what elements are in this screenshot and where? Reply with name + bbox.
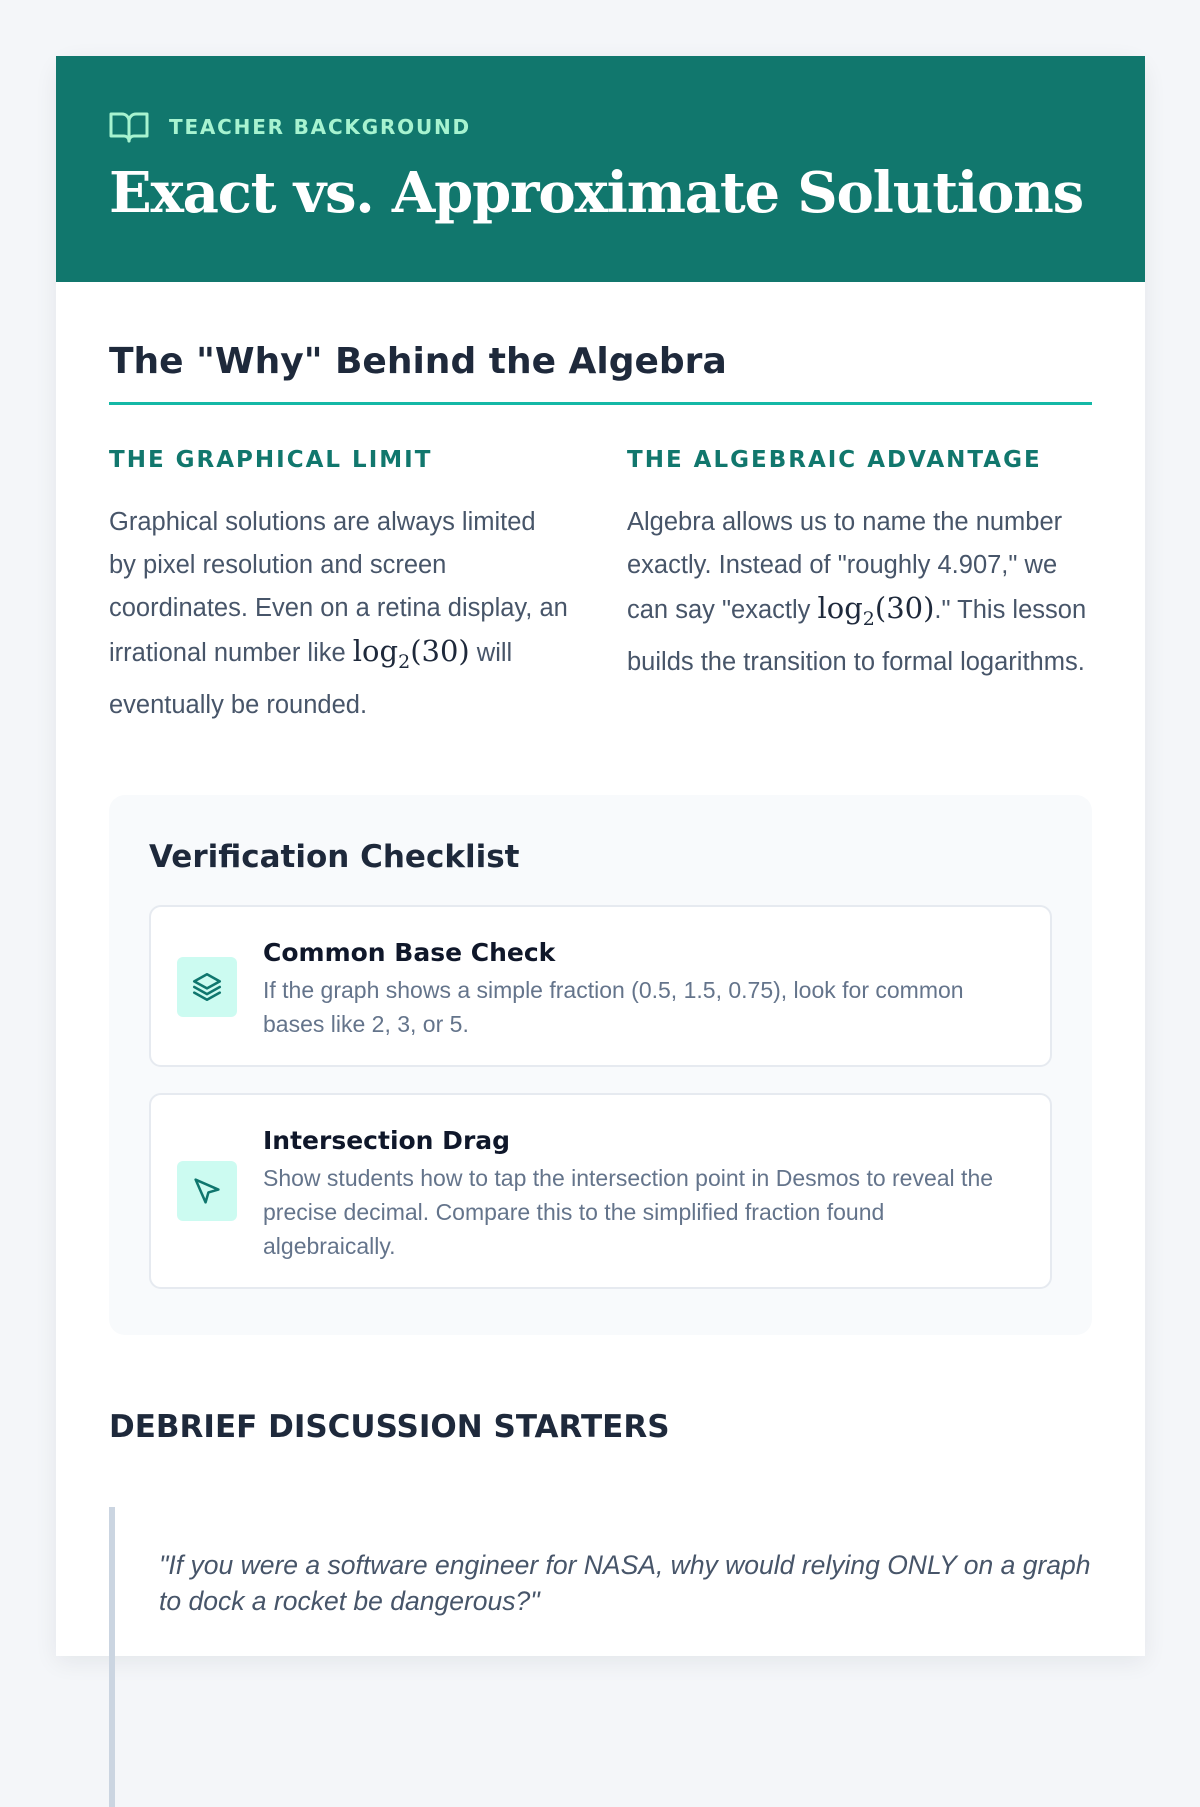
card-body xyxy=(56,338,1145,1807)
math-expression: $\log_2(30)$ xyxy=(817,591,935,630)
checklist-item-title: Common Base Check xyxy=(263,938,556,967)
checklist-item-title: Intersection Drag xyxy=(263,1126,511,1155)
eyebrow-label: TEACHER BACKGROUND xyxy=(169,115,471,139)
lesson-card xyxy=(56,56,1145,1656)
verification-checklist xyxy=(109,795,1092,1335)
checklist-item-description: If the graph shows a simple fraction (0.5, 1.5, 0.75), look for common bases like 2, 3, or 5. xyxy=(263,977,964,1037)
page-title: Exact vs. Approximate Solutions xyxy=(109,160,1083,226)
checklist-item-common-base xyxy=(149,905,1052,1067)
column-text: Graphical solutions are always limited by pixel resolution and screen coordinates. Even on a retina display, an irrational number like $\log_2(30)$ will eventually be rounded. xyxy=(109,508,568,719)
quote-text: "If you were a software engineer for NASA, why would relying ONLY on a graph to dock a rocket be dangerous?" xyxy=(159,1550,1091,1616)
card-header xyxy=(56,56,1145,282)
debrief-title: DEBRIEF DISCUSSION STARTERS xyxy=(109,1409,670,1445)
layers-icon xyxy=(177,957,237,1017)
column-text: Algebra allows us to name the number exactly. Instead of "roughly 4.907," we can say "exactly $\log_2(30)$." This lesson builds the transition to formal logarithms. xyxy=(627,508,1087,676)
checklist-item-intersection-drag xyxy=(149,1093,1052,1289)
checklist-title: Verification Checklist xyxy=(149,839,520,875)
column-heading: THE ALGEBRAIC ADVANTAGE xyxy=(627,447,1042,473)
eyebrow xyxy=(109,110,1092,144)
cursor-arrow-icon xyxy=(177,1161,237,1221)
discussion-quote xyxy=(109,1507,1092,1807)
checklist-item-description: Show students how to tap the intersection point in Desmos to reveal the precise decimal. Compare this to the simplified fraction found algebraically. xyxy=(263,1165,994,1259)
book-open-icon xyxy=(109,110,149,144)
section-title: The "Why" Behind the Algebra xyxy=(109,338,1092,405)
algebraic-advantage-column xyxy=(627,445,1087,727)
column-heading: THE GRAPHICAL LIMIT xyxy=(109,447,433,473)
graphical-limit-column xyxy=(109,445,569,727)
math-expression: $\log_2(30)$ xyxy=(352,634,470,673)
explanation-columns xyxy=(109,445,1092,727)
